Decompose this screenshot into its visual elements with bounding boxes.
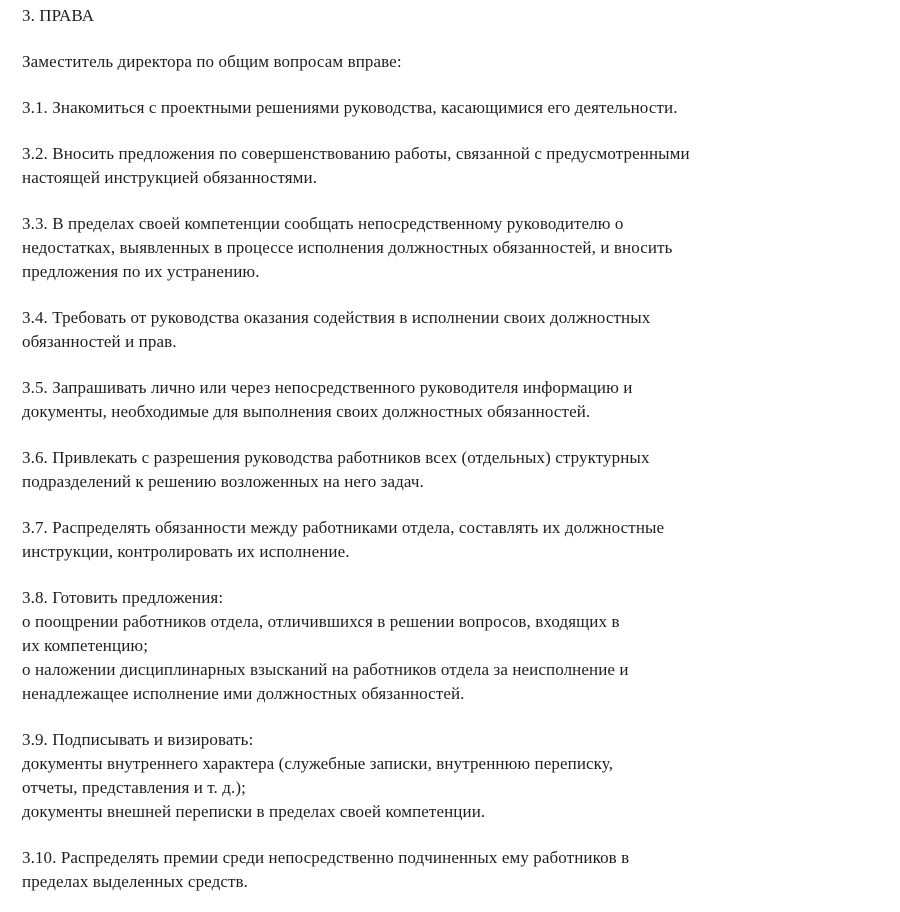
clause-3-1 (22, 96, 882, 120)
intro-paragraph: Заместитель директора по общим вопросам вправе: (22, 52, 402, 71)
clause-line: недостатках, выявленных в процессе исполнения должностных обязанностей, и вносить (22, 238, 673, 257)
clause-line: ненадлежащее исполнение ими должностных обязанностей. (22, 684, 465, 703)
clause-line: 3.1. Знакомиться с проектными решениями руководства, касающимися его деятельности. (22, 98, 678, 117)
clause-3-4 (22, 306, 882, 354)
clause-line: 3.9. Подписывать и визировать: (22, 730, 254, 749)
clause-line: 3.2. Вносить предложения по совершенствованию работы, связанной с предусмотренными (22, 144, 690, 163)
clause-line: о наложении дисциплинарных взысканий на работников отдела за неисполнение и (22, 660, 629, 679)
section-heading: 3. ПРАВА (22, 6, 95, 25)
clause-3-2 (22, 142, 882, 190)
clause-3-10 (22, 846, 882, 894)
clause-3-5 (22, 376, 882, 424)
clause-line: 3.5. Запрашивать лично или через непосредственного руководителя информацию и (22, 378, 633, 397)
clause-line: о поощрении работников отдела, отличившихся в решении вопросов, входящих в (22, 612, 620, 631)
document-body (22, 4, 882, 894)
clause-line: документы внешней переписки в пределах своей компетенции. (22, 802, 486, 821)
clause-3-6 (22, 446, 882, 494)
clause-line: настоящей инструкцией обязанностями. (22, 168, 318, 187)
clause-3-7 (22, 516, 882, 564)
clause-line: отчеты, представления и т. д.); (22, 778, 246, 797)
clause-line: обязанностей и прав. (22, 332, 177, 351)
clause-3-3 (22, 212, 882, 284)
clause-line: 3.4. Требовать от руководства оказания содействия в исполнении своих должностных (22, 308, 651, 327)
clause-line: инструкции, контролировать их исполнение. (22, 542, 350, 561)
clause-line: 3.3. В пределах своей компетенции сообщать непосредственному руководителю о (22, 214, 624, 233)
clause-line: 3.8. Готовить предложения: (22, 588, 224, 607)
clause-line: 3.6. Привлекать с разрешения руководства работников всех (отдельных) структурных (22, 448, 650, 467)
clause-line: пределах выделенных средств. (22, 872, 248, 891)
clause-line: предложения по их устранению. (22, 262, 260, 281)
clause-line: документы, необходимые для выполнения своих должностных обязанностей. (22, 402, 591, 421)
clause-line: документы внутреннего характера (служебные записки, внутреннюю переписку, (22, 754, 614, 773)
clause-line: их компетенцию; (22, 636, 149, 655)
clause-line: 3.10. Распределять премии среди непосредственно подчиненных ему работников в (22, 848, 630, 867)
clause-3-8 (22, 586, 882, 706)
clause-3-9 (22, 728, 882, 824)
clause-line: 3.7. Распределять обязанности между работниками отдела, составлять их должностные (22, 518, 665, 537)
clause-line: подразделений к решению возложенных на него задач. (22, 472, 424, 491)
